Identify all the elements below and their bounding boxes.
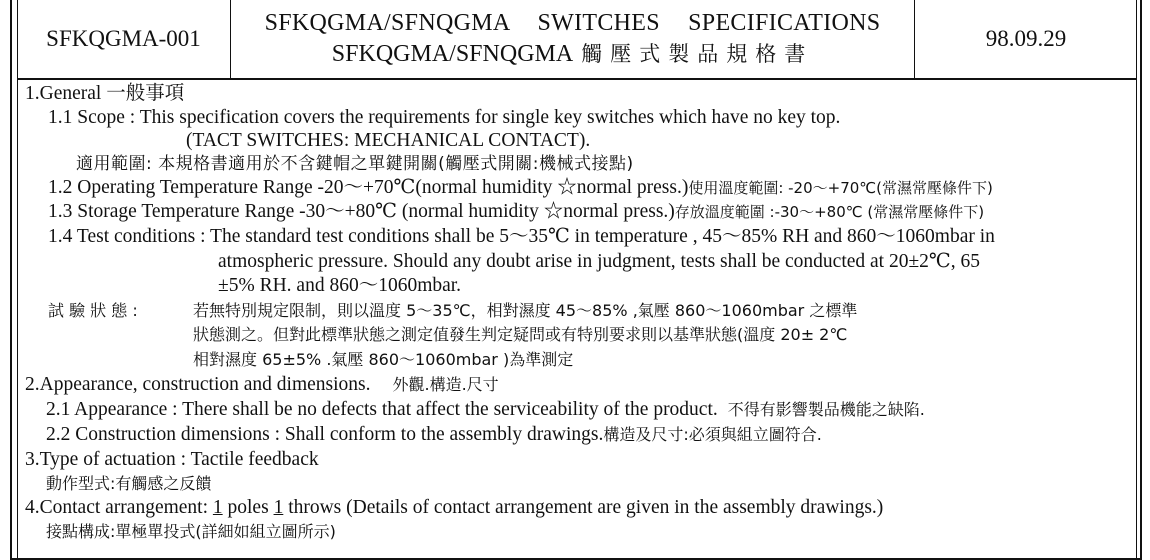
doc-title-zh-prefix: SFKQGMA/SFNQGMA xyxy=(331,41,574,67)
test-conditions-3: ±5% RH. and 860～1060mbar. xyxy=(218,275,462,296)
scope-line-2: (TACT SWITCHES: MECHANICAL CONTACT). xyxy=(186,130,591,151)
contact-zh: 接點構成:單極單投式(詳細如組立圖所示) xyxy=(46,522,336,541)
appearance-zh: 不得有影響製品機能之缺陷. xyxy=(727,400,925,419)
section-1-heading-text: 1.General 一般事項 xyxy=(25,83,185,104)
operating-temp xyxy=(48,176,993,200)
construction-en: 2.2 Construction dimensions : Shall conform to the assembly drawings. xyxy=(46,424,604,445)
poles-text: poles xyxy=(222,497,274,518)
section-4-heading xyxy=(25,496,883,520)
doc-title-en: SFKQGMA/SFNQGMA SWITCHES SPECIFICATIONS xyxy=(264,10,881,36)
throws-text: throws (Details of contact arrangement are given in the assembly drawings.) xyxy=(283,497,884,518)
scope-line-1: 1.1 Scope : This specification covers the requirements for single key switches which have no key top. xyxy=(48,107,841,128)
storage-temp-en: 1.3 Storage Temperature Range -30～+80℃ (normal humidity ☆normal press.) xyxy=(48,201,675,222)
doc-title-zh xyxy=(332,39,813,70)
actuation-zh: 動作型式:有觸感之反饋 xyxy=(46,474,212,493)
doc-title-zh-text: 觸壓式製品規格書 xyxy=(581,42,814,66)
section-2-heading-zh: 外觀.構造.尺寸 xyxy=(392,375,499,394)
operating-temp-zh: 使用溫度範圍: -20～+70℃(常濕常壓條件下) xyxy=(688,179,993,197)
appearance-line xyxy=(46,398,925,422)
throws-number: 1 xyxy=(273,497,284,518)
doc-title xyxy=(231,0,915,78)
section-3-heading: 3.Type of actuation : Tactile feedback xyxy=(25,449,319,470)
section-2-heading xyxy=(25,373,499,397)
operating-temp-en: 1.2 Operating Temperature Range -20～+70℃(normal humidity ☆normal press.) xyxy=(48,177,689,198)
poles-number: 1 xyxy=(212,497,223,518)
section-1-heading xyxy=(25,82,184,106)
construction-zh: 構造及尺寸:必須與組立圖符合. xyxy=(603,425,822,444)
storage-temp xyxy=(48,200,984,224)
contact-prefix: 4.Contact arrangement: xyxy=(25,497,213,518)
appearance-en: 2.1 Appearance : There shall be no defects that affect the serviceability of the product. xyxy=(46,399,718,420)
test-state-zh-2: 狀態測之。但對此標準狀態之測定值發生判定疑問或有特別要求則以基準狀態(溫度 20± 2℃ xyxy=(193,325,848,344)
spec-header xyxy=(17,0,1137,80)
construction-line xyxy=(46,423,822,447)
section-2-heading-en: 2.Appearance, construction and dimensions. xyxy=(25,374,371,395)
scope-zh: 適用範圍: 本規格書適用於不含鍵帽之單鍵開關(觸壓式開關:機械式接點) xyxy=(76,154,634,174)
doc-date: 98.09.29 xyxy=(985,26,1067,51)
test-conditions-2: atmospheric pressure. Should any doubt arise in judgment, tests shall be conducted at 20±2℃, 65 xyxy=(218,251,980,272)
test-state-zh-3: 相對濕度 65±5% .氣壓 860～1060mbar )為準測定 xyxy=(193,350,574,369)
test-conditions-1: 1.4 Test conditions : The standard test conditions shall be 5～35℃ in temperature , 45～85% RH and 860～1060mbar in xyxy=(48,226,995,247)
storage-temp-zh: 存放溫度範圍 :-30～+80℃ (常濕常壓條件下) xyxy=(674,203,985,221)
test-state-label: 試 驗 狀 態 : xyxy=(48,301,138,320)
test-state-zh-1: 若無特別規定限制，則以溫度 5～35℃，相對濕度 45～85% ,氣壓 860～1060mbar 之標準 xyxy=(193,301,858,320)
doc-code: SFKQGMA-001 xyxy=(17,0,231,78)
